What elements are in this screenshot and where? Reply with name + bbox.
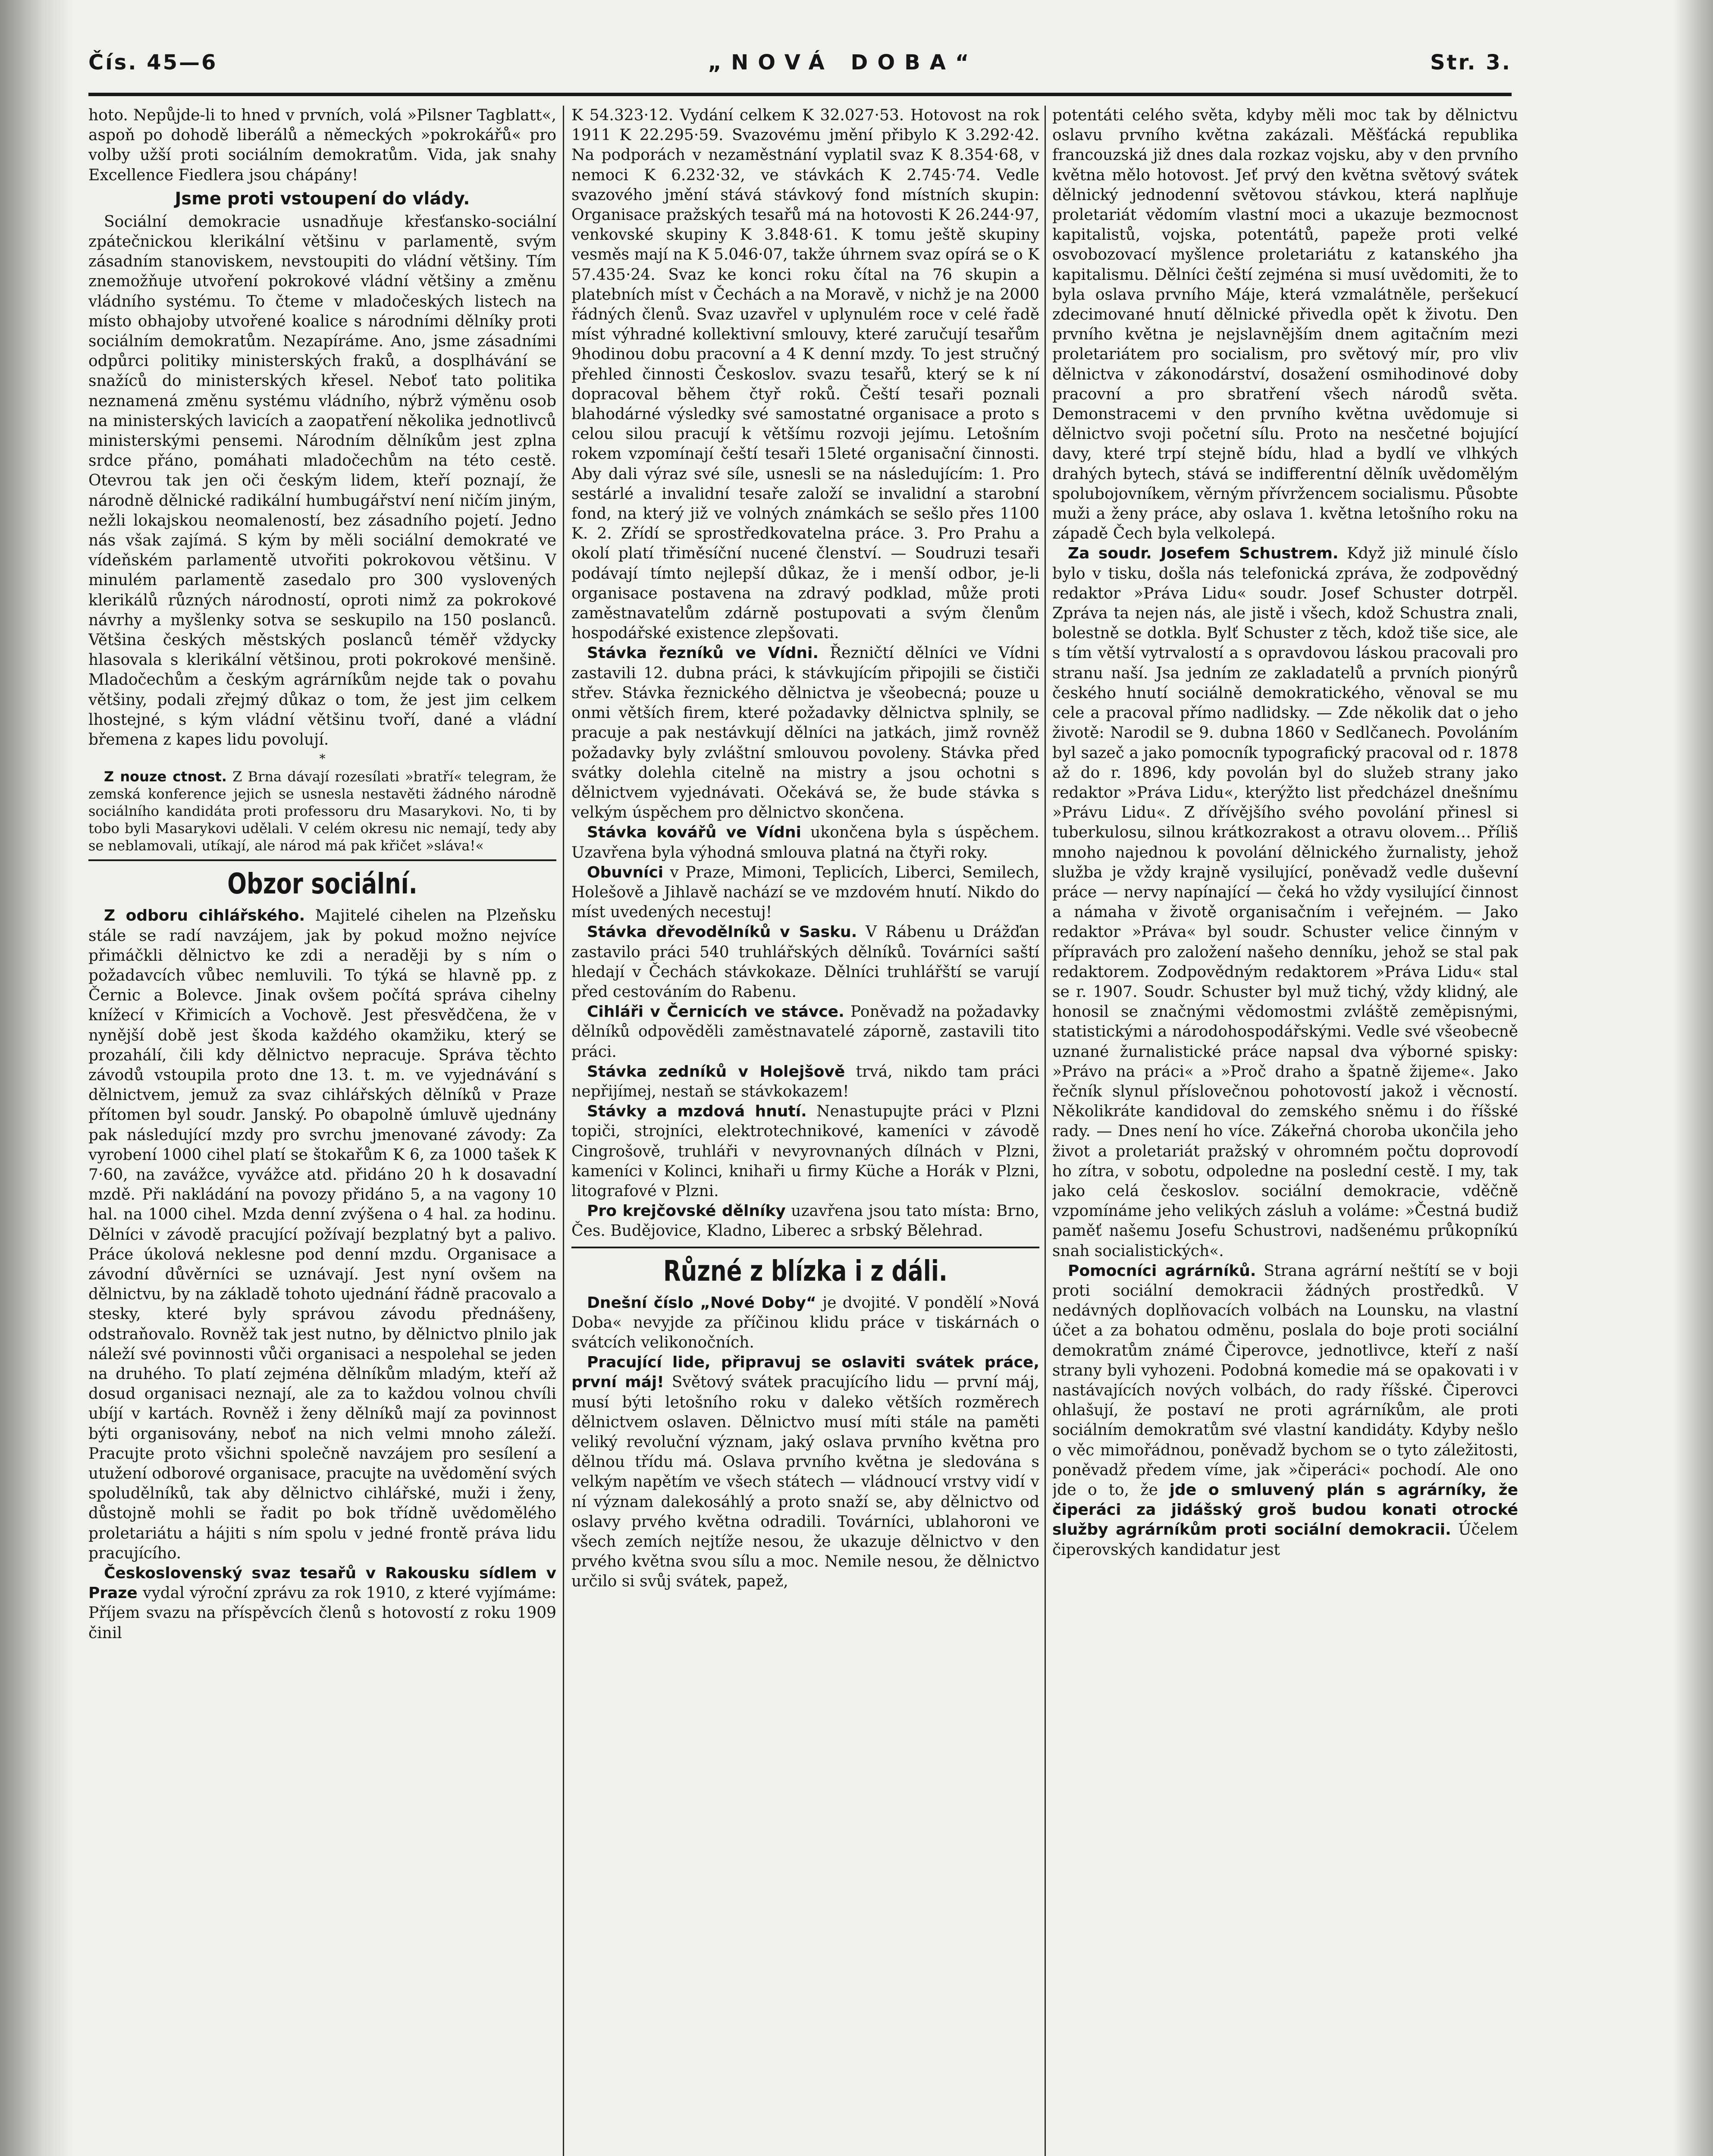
paragraph-text: ukončena byla s úspěchem. Uzavřena byla výhodná smlouva platná na čtyři roky. — [571, 824, 1039, 862]
page-number: Str. 3. — [1430, 50, 1512, 75]
article-paragraph — [571, 863, 1039, 923]
article-paragraph — [571, 1201, 1039, 1241]
article-paragraph — [571, 1002, 1039, 1062]
run-in-heading: Obuvníci — [587, 863, 664, 881]
paragraph-text: Poněvadž na požadavky dělníků odpověděli zaměstnavatelé záporně, zastavili tito práci. — [571, 1003, 1039, 1061]
section-heading: Různé z blízka i z dáli. — [663, 1254, 947, 1288]
run-in-heading: Stávka kovářů ve Vídni — [587, 824, 801, 842]
column-divider — [563, 106, 564, 2156]
run-in-heading: Dnešní číslo „Nové Doby“ — [587, 1294, 816, 1312]
page-shadow-right — [1674, 0, 1713, 2156]
article-paragraph — [1052, 1261, 1518, 1560]
article-paragraph — [571, 1293, 1039, 1353]
paragraph-text: V Rábenu u Drážďan zastavilo práci 540 truhlářských dělníků. Továrníci saští hledají v Čechách stávkokaze. Dělníci truhlářští se varují před cestováním do Rabenu. — [571, 923, 1039, 1001]
paragraph-text: trvá, nikdo tam práci nepřijímej, nestaň se stávkokazem! — [571, 1062, 1039, 1100]
paragraph-text: Z Brna dávají rozesílati »bratří« telegram, že zemská konference jejich se usnesla nestavěti žádného národně sociálního kandidáta proti professoru dru Masarykovi. No, ti by tobo byli Masarykovi udělali. V celém okresu nic nemají, tedy aby se neblamovali, utíkají, ale národ má pak křičet »sláva!« — [88, 768, 556, 854]
run-in-heading: Stávky a mzdová hnutí. — [587, 1103, 807, 1121]
column-divider — [1045, 106, 1046, 2156]
article-paragraph — [88, 906, 556, 1564]
page-header — [88, 43, 1512, 82]
article-paragraph — [571, 823, 1039, 862]
paragraph-text: Když již minulé číslo bylo v tisku, došla nás telefonická zpráva, že zodpovědný redaktor »Práva Lidu« soudr. Josef Schuster dotrpěl. Zpráva ta nejen nás, ale jistě i všech, kdož Schustra znali, bolestně se dotkla. Bylť Schuster z těch, kdož tiše sice, ale s tím větší vytrvalostí a s opravdovou láskou pracovali pro stranu naší. Jsa jedním ze zakladatelů a prvních pionýrů českého hnutí sociálně demokratického, věnoval se mu cele a pracoval přímo nadlidsky. — Zde několik dat o jeho životě: Narodil se 9. dubna 1860 v Sedlčanech. Povoláním byl sazeč a jako pomocník typografický pracoval od r. 1878 až do r. 1896, kdy povolán byl do služeb strany jako redaktor »Práva Lidu«, kterýžto list předcházel dnešnímu »Právu Lidu«. Z dřívějšího svého povolání přinesl si tuberkulosu, silnou krátkozrakost a otravu olovem… Příliš mnoho najednou k povolání dělnického žurnalisty, jehož služba je vždy krajně vysilující, poněvadž vedle duševní práce — nervy napínající — čeká ho vždy vysilující činnost a námaha v životě organisačním i veřejném. — Jako redaktor »Práva« byl soudr. Schuster velice činným v přípravách pro založení našeho denníku, jehož se stal pak redaktorem. Zodpovědným redaktorem »Práva Lidu« stal se r. 1907. Soudr. Schuster byl muž tichý, vždy klidný, ale honosil se značnými vědomostmi zvláště zeměpisnými, statistickými a národohospodářskými. Vedle své všeobecně uznané žurnalistické práce napsal dva výborné spisky: »Právo na práci« a »Proč draho a špatně žijeme«. Jako řečník slynul příslovečnou pohotovostí jakož i věcností. Několikráte kandidoval do zemského sněmu i do říšské rady. — Dnes není ho více. Zákeřná choroba ukončila jeho život a proletariát pražský v ohromném počtu doprovodí ho zítra, v sobotu, odpoledne na poslední cestě. I my, tak jako celá českoslov. sociální demokracie, vděčně vzpomínáme jeho velikých zásluh a voláme: »Čestná budiž paměť našemu Josefu Schustrovi, nadšenému průkopníkú snah socialistických«. — [1052, 545, 1518, 1260]
header-rule — [88, 93, 1512, 96]
article-continuation: K 54.323·12. Vydání celkem K 32.027·53. Hotovost na rok 1911 K 22.295·59. Svazovému jmění přibylo K 3.292·42. Na podporách v nezaměstnání vyplatil svaz K 8.354·68, v nemoci K 6.232·32, ve stávkách K 2.745·74. Vedle svazového jmění stává stávkový fond místních skupin: Organisace pražských tesařů má na hotovosti K 26.244·97, venkovské skupiny K 3.848·61. K tomu ještě skupiny vesměs mají na K 5.046·07, takže úhrnem svaz opírá se o K 57.435·24. Svaz ke konci roku čítal na 76 skupin a platebních míst v Čechách a na Moravě, v nichž je na 2000 řádných členů. Svaz uzavřel v uplynulém roce v celé řadě míst výhradné kollektivní smlouvy, které zaručují tesařům 9hodinou dobu pracovní a 4 K denní mzdy. To jest stručný přehled činnosti Českoslov. svazu tesařů, který se k ní dopracoval během čtyř roků. Čeští tesaři poznali blahodárné výsledky své samostatné organisace a proto s celou silou pracují k většímu rozvoji jejímu. Letošním rokem vzpomínají čeští tesaři 15leté organisační činnosti. Aby dali výraz své síle, usnesli se na následujícím: 1. Pro sestárlé a invalidní tesaře založí se invalidní a starobní fond, na který již ve volných známkách se sešlo přes 1100 K. 2. Zřídí se sprostředkovatelna práce. 3. Pro Prahu a okolí platí třiměsíční nucené členství. — Soudruzi tesaři podávají tímto nejlepší důkaz, že i menší odbor, je-li organisace postavena na zdravý podklad, může proti zaměstnavatelům zdárně postupovati a svým členům hospodářské existence zlepšovati. — [571, 107, 1039, 642]
article-paragraph: Sociální demokracie usnadňuje křesťansko-sociální zpátečnickou klerikální většinu v parlamentě, svým zásadním stanoviskem, nevstoupiti do vládní většiny. Tím znemožňuje utvoření pokrokové vládní většiny a změnu vládního systému. To čteme v mladočeských listech na místo obhajoby utvořené koalice s národními dělníky proti sociálním demokratům. Nezapíráme. Ano, jsme zásadními odpůrci politiky ministerských fraků, a dosplhávání se snažíců do ministerských křesel. Neboť tato politika neznamená změnu systému vládního, nýbrž výměnu osob na ministerských lavicích a zaopatření několika jednotlivců ministerskými pensemi. Národním dělníkům jest zplna srdce přáno, pomáhati mladočechům na této cestě. Otevrou tak jen oči českým lidem, kteří poznají, že národně dělnické radikální humbugářství není ničím jiným, nežli lokajskou neomaleností, bez zásadního pojetí. Jedno nás však zajímá. S kým by měli sociální demokraté ve vídeňském parlamentě utvořiti pokrokovou většinu. V minulém parlamentě zasedalo pro 300 vyslovených klerikálů různých národností, oproti nimž za pokrokové návrhy a myšlenky sotva se seskupilo na 150 poslanců. Většina českých městských poslanců téměř vždycky hlasovala s klerikální většinou, proti pokrokové menšině. Mladočechům a českým agrárníkům nejde tak o povahu většiny, podali zřejmý důkaz o tom, že jest jim celkem lhostejné, s kým vládní většinu tvoří, dané a vládní břemena z kapes lidu povolují. — [88, 213, 556, 749]
separator-asterisk: * — [319, 752, 326, 766]
article-continuation: potentáti celého světa, kdyby měli moc tak by dělnictvu oslavu prvního května zakázali. Měšťácká republika francouzská již dnes dala rozkaz vojsku, aby v den prvního května mělo hotovost. Jeť prvý den května světový svátek dělnický jednodenní světovou stávkou, která naplňuje proletariát vědomím vlastní moci a ukazuje bezmocnost kapitalistů, vojska, potentátů, papeže proti velké osvobozovací myšlence proletariátu z katanského jha kapitalismu. Dělníci čeští zejména si musí uvědomiti, že to byla oslava prvního Máje, která vzmalátněle, peršekucí zdecimované hnutí dělnické přivedla opět k životu. Den prvního května je nejslavnějším dnem agitačním mezi proletariátem pro socialism, pro světový mír, pro vliv dělnictva v zákonodárství, dosažení osmihodinové doby pracovní a pro sbratření všech národů světa. Demonstracemi v den prvního května uvědomuje si dělnictvo svoji početní sílu. Proto na nesčetné bojující davy, které trpí stejně bídu, hlad a bydlí ve vlhkých drahých bytech, stává se indifferentní dělník uvědomělým spolubojovníkem, věrným přívržencem socialismu. Působte muži a ženy práce, aby oslava 1. května letošního roku na západě Čech byla velkolepá. — [1052, 107, 1518, 543]
newspaper-title: „NOVÁ DOBA“ — [708, 50, 979, 75]
run-in-heading: Cihláři v Černicích ve stávce. — [587, 1003, 844, 1021]
run-in-heading: Pracující lide, připravuj se oslaviti svátek práce, první máj! — [571, 1354, 1039, 1391]
paragraph-text: uzavřena jsou tato místa: Brno, Čes. Budějovice, Kladno, Liberec a srbský Bělehrad. — [571, 1202, 1039, 1240]
paragraph-text: Majitelé cihelen na Plzeňsku stále se radí navzájem, jak by pokud možno nejvíce přimáčkli dělnictvo ke zdi a neraději by s ním o požadavcích vůbec nemluvili. To týká se hlavně pp. z Černic a Bolevce. Jinak ovšem počítá správa cihelny knížecí v Křimicích a Vochově. Jest přesvědčena, že v nynější době jest škoda každého okamžiku, který se prozahálí, čili kdy dělnictvo nepracuje. Správa těchto závodů vstoupila proto dne 13. t. m. ve vyjednávání s dělnictvem, jemuž za svaz cihlářských dělníků v Praze přítomen byl soudr. Janský. Po obapolně úmluvě ujednány pak následující mzdy pro svrchu jmenované závody: Za vyrobení 1000 cihel platí se štokařům K 6, za 1000 tašek K 7·60, na zavážce, vyvážce atd. přidáno 20 h k dosavadní mzdě. Při nakládání na povozy přidáno 5, a na vagony 10 hal. na 1000 cihel. Mzda denní zvýšena o 4 hal. za hodinu. Dělníci v závodě pracující požívají bezplatný byt a palivo. Práce úkolová neklesne pod denní mzdu. Organisace a závodní důvěrníci se uznávají. Jest nyní ovšem na dělnictvu, by na základě tohoto ujednání řádně pracovalo a stesky, které byly správou závodu přednášeny, odstraňovalo. Rovněž tak jest nutno, by dělnictvo plnilo jak náleží své povinnosti vůči organisaci a nespolehal se jeden na druhého. To platí zejména dělníkům mladým, kteří až dosud organisaci neznají, ale za to každou volnou chvíli ubíjí v kartách. Rovněž i ženy dělníků mají za povinnost býti organisovány, neboť na nich velmi mnoho záleží. Pracujte proto všichni společně navzájem pro sesílení a utužení odborové organisace, pracujte na uvědomění svých spoludělníků, tak aby dělnictvo cihlářské, muži i ženy, důstojně mohli se řadit po bok třídně uvědomělého proletariátu a hájiti s ním spolu v jedné frontě práva lidu pracujícího. — [88, 907, 556, 1562]
article-heading: Jsme proti vstoupení do vlády. — [175, 188, 470, 209]
paragraph-text: je dvojité. V pondělí »Nová Doba« nevyjde za příčinou klidu práce v tiskárnách o svátcích velikonočních. — [571, 1294, 1039, 1351]
issue-number: Čís. 45—6 — [88, 50, 218, 75]
paragraph-text: v Praze, Mimoni, Teplicích, Liberci, Semilech, Holešově a Jihlavě nachází se ve mzdovém hnutí. Nikdo do míst uvedených necestuj! — [571, 863, 1039, 921]
paragraph-text: vydal výroční zprávu za rok 1910, z které vyjímáme: Příjem svazu na příspěvcích členů s hotovostí z roku 1909 činil — [88, 1584, 556, 1642]
paragraph-text: Účelem čiperovských kandidatur jest — [1052, 1521, 1518, 1559]
article-paragraph — [571, 922, 1039, 1002]
article-paragraph — [571, 643, 1039, 823]
column-2 — [571, 106, 1039, 2156]
article-paragraph — [571, 1102, 1039, 1201]
paragraph-text: Nenastupujte práci v Plzni topiči, strojníci, elektrotechnikové, kameníci v závodě Cingrošově, truhláři v nevyrovnaných dílnách v Plzni, kameníci v Kolinci, knihaři u firmy Küche a Horák v Plzni, litografové v Plzni. — [571, 1103, 1039, 1200]
article-paragraph — [88, 1564, 556, 1643]
run-in-heading: Stávka řezníků ve Vídni. — [587, 644, 819, 662]
column-1 — [88, 106, 556, 2156]
run-in-heading: Za soudr. Josefem Schustrem. — [1068, 545, 1339, 563]
run-in-heading: Pro krejčovské dělníky — [587, 1202, 786, 1220]
article-paragraph — [571, 1353, 1039, 1592]
column-3 — [1052, 106, 1518, 2156]
run-in-heading: Stávka zedníků v Holejšově — [587, 1062, 845, 1081]
page-shadow-left — [0, 0, 73, 2156]
paragraph-text: Řezničtí dělníci ve Vídni zastavili 12. dubna práci, k stávkujícím připojili se čističi střev. Stávka řeznického dělnictva je všeobecná; pouze u onmi větších firem, které požadavky dělnictva splnily, se pracuje a pak nestávkují dělníci na jatkách, jimž rovněž požadavky byly zvláštní smlouvou povoleny. Stávka před svátky dolehla citelně na mistry a jsou ochotni s dělnictvem vyjednávati. Očekává se, že bude stávka s velkým úspěchem pro dělnictvo skončena. — [571, 644, 1039, 822]
section-heading: Obzor sociální. — [227, 867, 417, 901]
run-in-heading: Z odboru cihlářského. — [104, 907, 305, 925]
run-in-heading: Pomocníci agrárníků. — [1068, 1262, 1256, 1280]
section-rule — [88, 859, 556, 861]
article-paragraph — [1052, 544, 1518, 1261]
article-paragraph — [571, 1062, 1039, 1102]
section-rule — [571, 1247, 1039, 1248]
run-in-heading: Stávka dřevodělníků v Sasku. — [587, 923, 857, 941]
article-continuation: hoto. Nepůjde-li to hned v prvních, volá »Pilsner Tagblatt«, aspoň po dohodě liberálů a německých »pokrokářů« pro volby užší proti sociálním demokratům. Vida, jak snahy Excellence Fiedlera jsou chápány! — [88, 107, 556, 184]
run-in-heading: Z nouze ctnost. — [104, 768, 227, 785]
paragraph-text: Strana agrární neštítí se v boji proti sociální demokracii žádných prostředků. V nedávných doplňovacích volbách na Lounsku, na vlastní účet a za bohatou odměnu, poslala do boje proti sociální demokratům známé Čiperovce, jednotlivce, kteří z naší strany byli vyhozeni. Podobná komedie má se opakovati i v nastávajících nových volbách, do rady říšské. Čiperovci ohlašují, že postaví ne proti agrárníkům, ale proti sociálním demokratům své vlastní kandidáty. Kdyby nešlo o věc mimořádnou, poněvadž bychom se o tyto záležitosti, poněvadž předem víme, jak »čiperáci« pochodí. Ale ono jde o to, že — [1052, 1262, 1518, 1499]
paragraph-text: Světový svátek pracujícího lidu — první máj, musí býti letošního roku v daleko větších rozměrech dělnictvem oslaven. Dělnictvo musí míti stále na paměti veliký revoluční význam, jaký oslava prvního května pro dělnou třídu má. Oslava prvního května je sledována s velkým napětím ve všech státech — vládnoucí vrstvy vidí v ní význam dalekosáhlý a proto snaží se, aby dělnictvo od oslavy prvého května odradili. Továrníci, ublahoroni ve všech zemích nejtíže nesou, že ukazuje dělnictvo v den prvého května svou sílu a moc. Nemile nesou, že dělnictvo určilo si svůj svátek, papež, — [571, 1373, 1039, 1591]
article-paragraph — [88, 768, 556, 854]
emphasized-text: jde o smluvený plán s agrárníky, že čiperáci za jidášský groš budou konati otrocké služby agrárníkům proti sociální demokracii. — [1052, 1481, 1518, 1539]
run-in-heading: Československý svaz tesařů v Rakousku sídlem v Praze — [88, 1564, 556, 1602]
